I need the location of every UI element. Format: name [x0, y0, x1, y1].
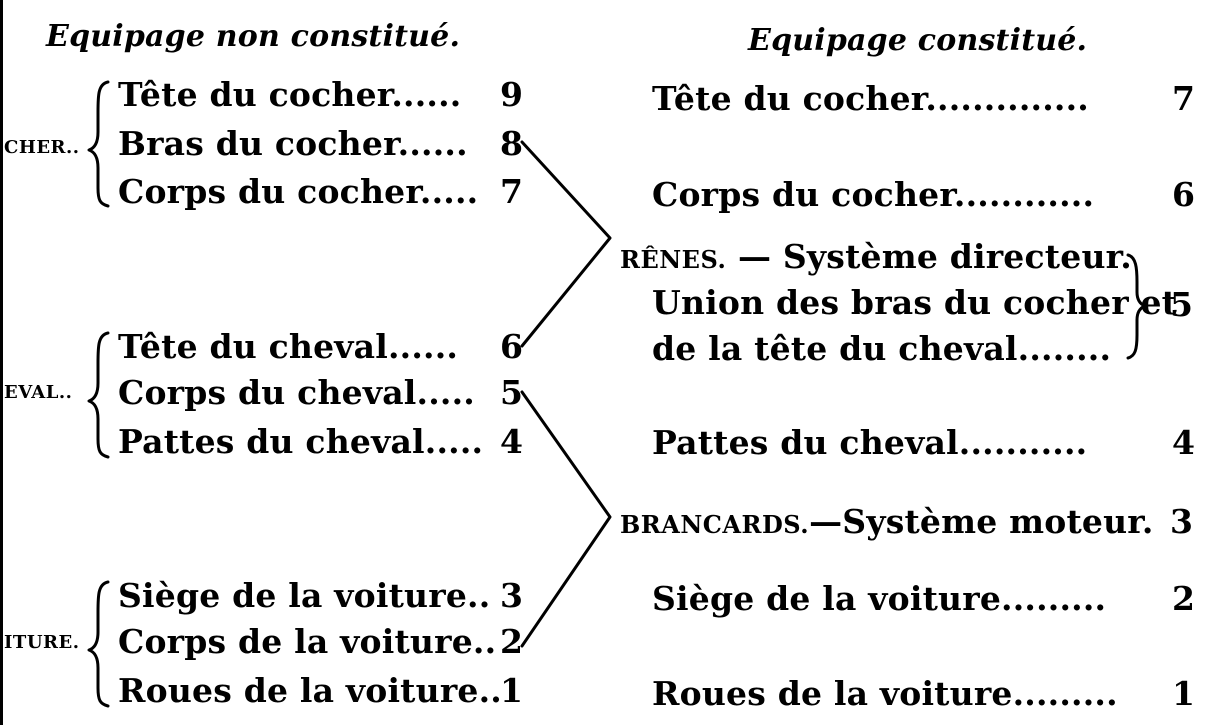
connector-renes: [522, 142, 610, 346]
right-item-text: Tête du cocher..............: [652, 79, 1090, 118]
left-item-text: Corps de la voiture..: [118, 622, 497, 661]
header-left: Equipage non constitué.: [46, 19, 461, 54]
left-item-text: Tête du cheval......: [118, 327, 459, 366]
left-group-label-cocher: CHER..: [4, 137, 80, 158]
left-group-label-cheval: EVAL..: [4, 382, 73, 403]
right-item-num: 7: [1172, 79, 1195, 118]
right-item-text: Roues de la voiture.........: [652, 674, 1118, 713]
left-item-text: Roues de la voiture..: [118, 671, 502, 710]
right-brace-renes: [1128, 255, 1145, 358]
left-item-num: 7: [500, 172, 523, 211]
renes-rest: — Système directeur.: [726, 237, 1132, 276]
left-item-num: 3: [500, 576, 523, 615]
renes-line-2: Union des bras du cocher et: [652, 283, 1178, 322]
left-item-text: Corps du cocher.....: [118, 172, 479, 211]
left-item-text: Siège de la voiture..: [118, 576, 491, 615]
left-item-num: 6: [500, 327, 523, 366]
renes-line-3: de la tête du cheval........: [652, 329, 1112, 368]
header-right: Equipage constitué.: [748, 23, 1088, 58]
right-item-text: Corps du cocher............: [652, 175, 1095, 214]
brancards-num: 3: [1170, 502, 1193, 541]
connector-brancards: [522, 392, 610, 646]
right-item-num: 4: [1172, 423, 1195, 462]
left-brace-2: [89, 333, 108, 457]
right-item-num: 1: [1172, 674, 1195, 713]
renes-label: RÊNES.: [620, 245, 727, 274]
left-item-text: Tête du cocher......: [118, 75, 462, 114]
right-item-num: 2: [1172, 579, 1195, 618]
left-item-text: Pattes du cheval.....: [118, 422, 484, 461]
left-item-num: 9: [500, 75, 523, 114]
right-item-text: Siège de la voiture.........: [652, 579, 1107, 618]
renes-num: 5: [1170, 285, 1193, 324]
right-item-num: 6: [1172, 175, 1195, 214]
brancards-rest: —Système moteur.: [809, 502, 1154, 541]
left-item-num: 2: [500, 622, 523, 661]
left-item-num: 8: [500, 124, 523, 163]
left-brace-1: [89, 82, 108, 206]
left-item-num: 4: [500, 422, 523, 461]
left-brace-3: [89, 582, 108, 706]
left-group-label-voiture: ITURE.: [4, 632, 80, 653]
left-item-num: 1: [500, 671, 523, 710]
left-item-text: Corps du cheval.....: [118, 373, 475, 412]
brancards-label: BRANCARDS.: [620, 510, 810, 539]
right-item-text: Pattes du cheval...........: [652, 423, 1088, 462]
left-item-text: Bras du cocher......: [118, 124, 468, 163]
left-item-num: 5: [500, 373, 523, 412]
